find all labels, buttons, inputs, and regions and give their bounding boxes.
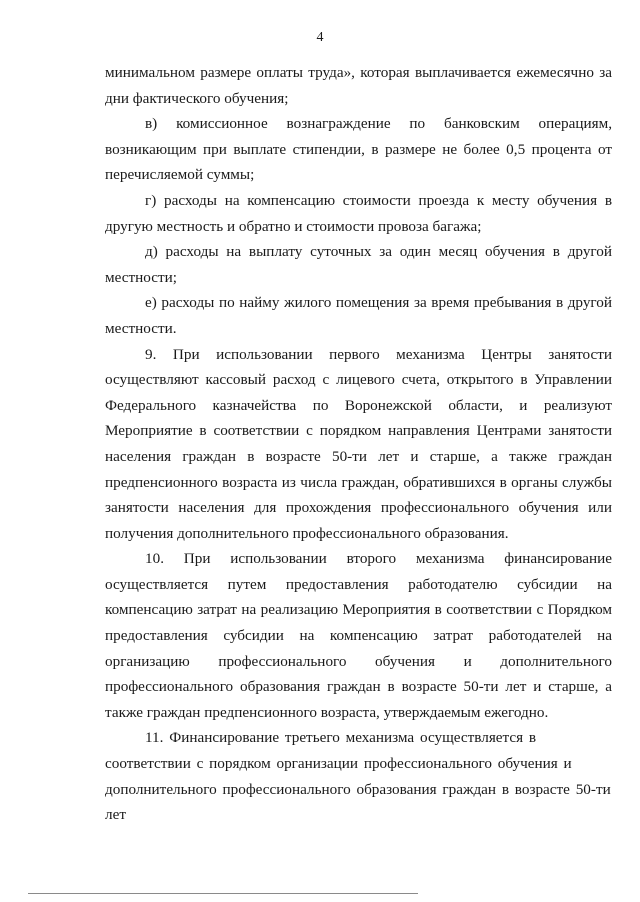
paragraph-item-e: е) расходы по найму жилого помещения за время пребывания в другой местности. xyxy=(105,294,612,337)
paragraph-item-g: г) расходы на компенсацию стоимости проезда к месту обучения в другую местность и обратно и стоимости провоза багажа; xyxy=(105,191,612,235)
page-bottom-divider xyxy=(28,893,418,894)
paragraph-item-v: в) комиссионное вознаграждение по банковским операциям, возникающим при выплате стипендии, в размере не более 0,5 процента от перечисляемой суммы; xyxy=(105,115,612,184)
paragraph-continuation: минимальном размере оплаты труда», которая выплачивается ежемесячно за дни фактического обучения; xyxy=(105,64,612,107)
paragraph-11: 11. Финансирование третьего механизма осуществляется в соответствии с порядком организации профессионального обучения и дополнительного профессионального образования граждан в возрасте 50-ти лет xyxy=(105,729,611,824)
document-body xyxy=(105,60,612,828)
page-number: 4 xyxy=(316,30,324,45)
paragraph-9: 9. При использовании первого механизма Центры занятости осуществляют кассовый расход с лицевого счета, открытого в Управлении Федерального казначейства по Воронежской области, и реализуют Мероприятие в соответствии с порядком направления Центрами занятости населения граждан в возрасте 50-ти лет и старше, а также граждан предпенсионного возраста из числа граждан, обратившихся в органы службы занятости населения для прохождения профессионального обучения или получения дополнительного профессионального образования. xyxy=(105,345,612,542)
paragraph-item-d: д) расходы на выплату суточных за один месяц обучения в другой местности; xyxy=(105,243,612,286)
paragraph-10: 10. При использовании второго механизма финансирование осуществляется путем предоставления работодателю субсидии на компенсацию затрат на реализацию Мероприятия в соответствии с Порядком предоставления субсидии на компенсацию затрат работодателей на организацию профессионального обучения и дополнительного профессионального образования граждан в возрасте 50-ти лет и старше, а также граждан предпенсионного возраста, утверждаемым ежегодно. xyxy=(105,550,612,721)
